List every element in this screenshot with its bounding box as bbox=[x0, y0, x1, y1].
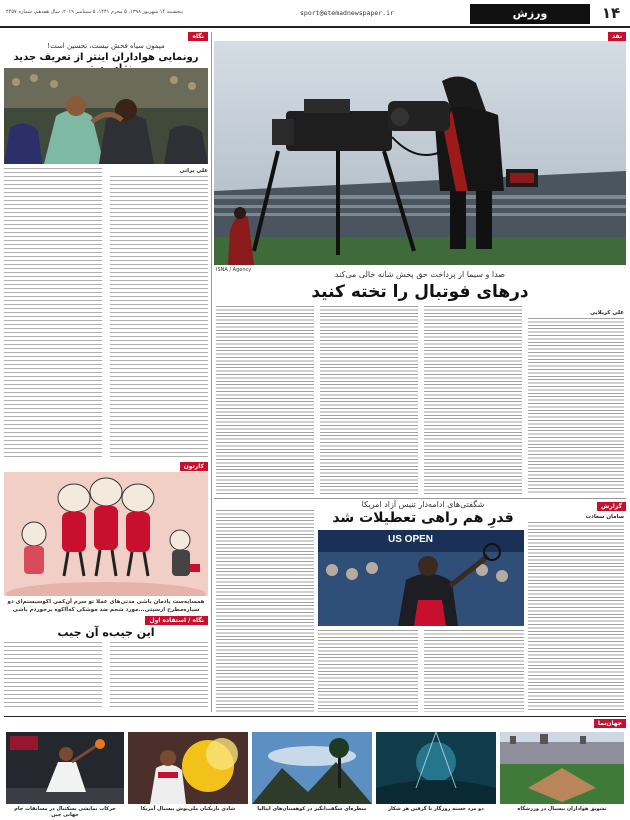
second-text-col-3 bbox=[318, 630, 418, 712]
left-column bbox=[4, 32, 208, 712]
cartoon-illustration bbox=[4, 472, 208, 596]
tab-report: گزارش bbox=[597, 502, 626, 511]
us-open-banner: US OPEN bbox=[388, 534, 434, 545]
kicker-inter: میمون سیاه فحش نیست، تحسین است! bbox=[47, 42, 165, 50]
page-header bbox=[0, 0, 630, 28]
dateline: پنجشنبه ۱۴ شهریور ۱۳۹۸، ۵ محرم ۱۴۴۱، ۵ سپتامبر ۲۰۱۹، سال هفدهم، شماره ۴۴۵۷ bbox=[6, 9, 184, 15]
football-players-photo bbox=[4, 68, 208, 164]
caption-basketball: حرکات نمایشی بسکتبال در مسابقات جام جهانی چین bbox=[14, 806, 116, 818]
caption-baseball: شادی بازیکنان ملی‌پوش بیسبال آمریکا bbox=[140, 806, 236, 812]
tab-opinion: نگاه / استفاده اول bbox=[145, 616, 208, 625]
opinion-text-col-2 bbox=[4, 642, 102, 710]
thumb-baseball bbox=[128, 732, 248, 804]
second-byline: سامان سعادت bbox=[585, 514, 624, 520]
thumb-basketball bbox=[6, 732, 124, 804]
thumb-stadium bbox=[500, 732, 624, 804]
second-text-col-4 bbox=[424, 630, 524, 712]
tab-world: جهان‌نما bbox=[594, 719, 626, 728]
caption-fishermen: دو مرد خسته روزگار با گرفتن هر شکار bbox=[388, 806, 484, 812]
headline-inter: رونمایی هواداران اینتر از تعریف جدید bbox=[13, 52, 199, 63]
byline-inter: علی براتی bbox=[179, 168, 208, 174]
tv-camera-photo bbox=[214, 41, 626, 265]
headline-pocket: این جیب‌ه آن جیب bbox=[57, 626, 155, 639]
caption-mountains: منظره‌ای شگفت‌انگیز در کوهستان‌های ایتالیا bbox=[257, 806, 367, 812]
tennis-player-photo bbox=[318, 530, 524, 626]
thumb-mountains bbox=[252, 732, 372, 804]
second-text-col-2 bbox=[216, 510, 314, 712]
article-text-col-1 bbox=[110, 176, 208, 458]
article-text-col-2 bbox=[4, 168, 102, 458]
main-headline: درهای فوتبال را تخته کنید bbox=[311, 282, 529, 302]
second-kicker: شگفتی‌های ادامه‌دار تنیس آزاد امریکا bbox=[361, 500, 485, 509]
strip-divider bbox=[4, 716, 626, 717]
second-headline: قدرِ هم راهی تعطیلات شد bbox=[332, 510, 514, 526]
thumb-fishermen bbox=[376, 732, 496, 804]
main-byline: علی کربلایی bbox=[590, 310, 624, 316]
second-text-col-1 bbox=[528, 522, 624, 712]
photo-credit: ISNA / Agency bbox=[216, 267, 252, 273]
column-divider bbox=[211, 32, 212, 712]
cartoon-caption: همسایه‌ست یادمان باشی مدتی‌های عملا تو سرم آن‌کمی اکوسیستم‌ای دو سیاره‌مطرح ارسیتی...مورد شحم ضد موشکی که‌آاکوه برخوردم باشی bbox=[7, 599, 205, 613]
page-number: ۱۴ bbox=[601, 4, 621, 22]
opinion-text-col-1 bbox=[110, 642, 208, 710]
tab-main: نقد bbox=[608, 32, 626, 41]
section-title: ورزش bbox=[470, 4, 590, 24]
main-text-col-2 bbox=[424, 306, 522, 494]
tab-look: نگاه bbox=[188, 32, 208, 41]
caption-stadium: تشویق هواداران بیسبال در ورزشگاه bbox=[517, 806, 607, 812]
main-text-col-4 bbox=[216, 306, 314, 494]
main-text-col-1 bbox=[528, 318, 624, 494]
website: sport@etemadnewspaper.ir bbox=[300, 9, 394, 17]
tab-cartoon: کارتون bbox=[180, 462, 208, 471]
main-kicker: صدا و سیما از پرداخت حق پخش شانه خالی می‌کند bbox=[334, 270, 506, 279]
main-text-col-3 bbox=[320, 306, 418, 494]
story-divider bbox=[214, 498, 626, 499]
